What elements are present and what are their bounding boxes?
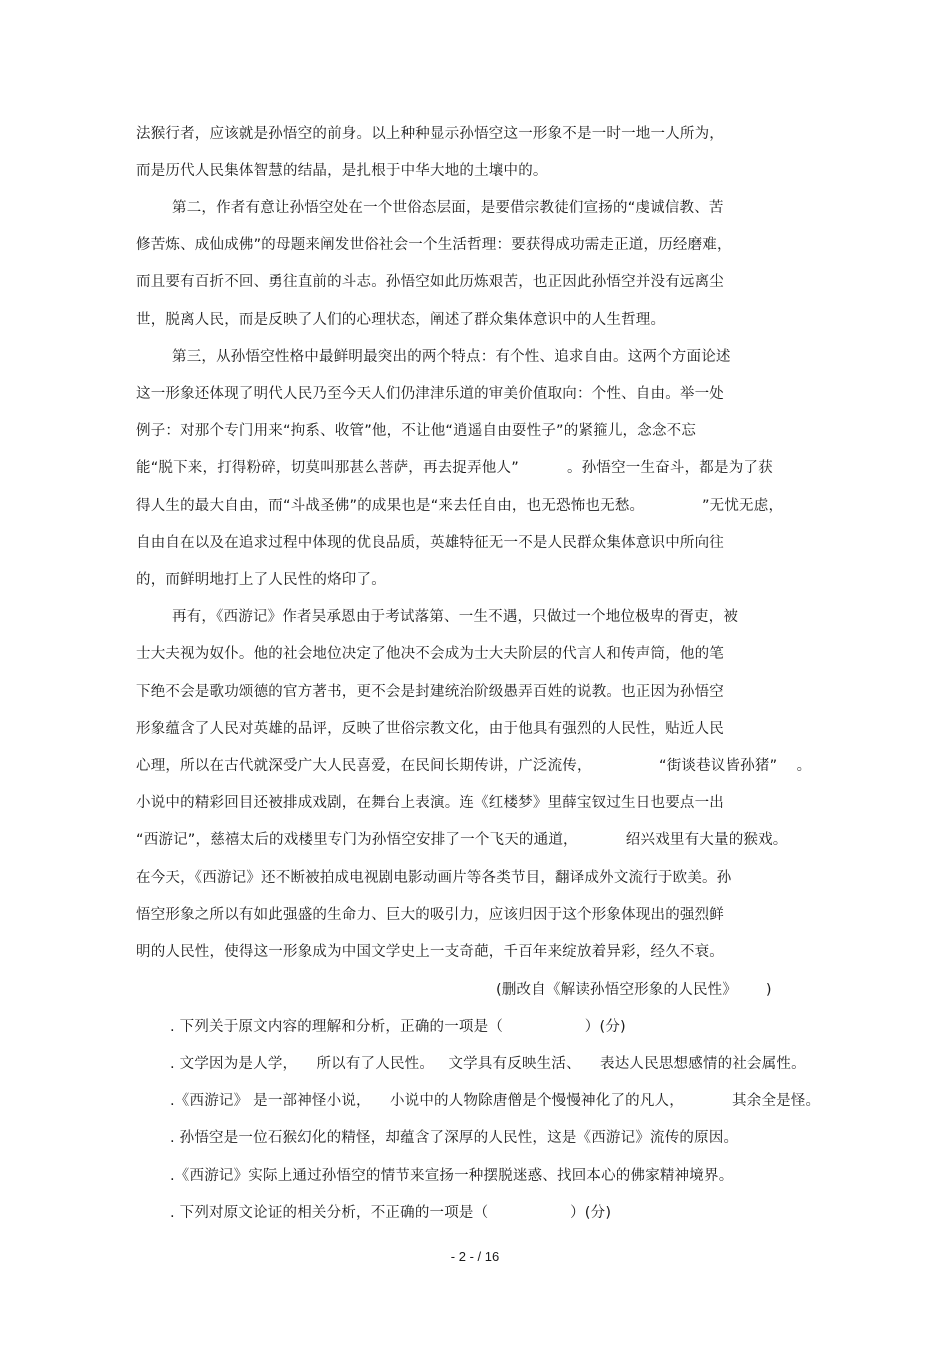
paragraph-line: 悟空形象之所以有如此强盛的生命力、巨大的吸引力，应该归因于这个形象体现出的强烈鲜 xyxy=(136,907,724,923)
answer-option: . 文学因为是人学， 所以有了人民性。 文学具有反映生活、 表达人民思想感情的社会属性。 xyxy=(170,1056,806,1072)
paragraph-line: 这一形象还体现了明代人民乃至今天人们仍津津乐道的审美价值取向：个性、自由。举一处 xyxy=(136,386,724,402)
paragraph-line: 自由自在以及在追求过程中体现的优良品质，英雄特征无一不是人民群众集体意识中所向往 xyxy=(136,535,724,551)
paragraph-line: 第三，从孙悟空性格中最鲜明最突出的两个特点：有个性、追求自由。这两个方面论述 xyxy=(172,349,731,365)
paragraph-line: 法猴行者，应该就是孙悟空的前身。以上种种显示孙悟空这一形象不是一时一地一人所为， xyxy=(136,126,724,142)
answer-option: .《西游记》实际上通过孙悟空的情节来宣扬一种摆脱迷惑、找回本心的佛家精神境界。 xyxy=(170,1168,734,1184)
paragraph-line: 的，而鲜明地打上了人民性的烙印了。 xyxy=(136,572,386,588)
paragraph-line: 第二，作者有意让孙悟空处在一个世俗态层面，是要借宗教徒们宣扬的“虔诚信教、苦 xyxy=(172,200,724,216)
paragraph-line: 再有，《西游记》作者吴承恩由于考试落第、一生不遇，只做过一个地位极卑的胥吏，被 xyxy=(172,609,739,625)
paragraph-line: 得人生的最大自由，而“斗战圣佛”的成果也是“来去任自由，也无恐怖也无愁。 ”无忧无虑， xyxy=(136,498,784,514)
paragraph-line: 在今天，《西游记》还不断被拍成电视剧电影动画片等各类节目，翻译成外文流行于欧美。孙 xyxy=(136,870,732,886)
paragraph-line: 世，脱离人民，而是反映了人们的心理状态，阐述了群众集体意识中的人生哲理。 xyxy=(136,312,666,328)
paragraph-line: 下绝不会是歌功颂德的官方著书，更不会是封建统治阶级愚弄百姓的说教。也正因为孙悟空 xyxy=(136,684,724,700)
answer-option: .《西游记》 是一部神怪小说， 小说中的人物除唐僧是个慢慢神化了的凡人， 其余全是怪。 xyxy=(170,1093,821,1109)
paragraph-line: 例子：对那个专门用来“拘系、收管”他，不让他“逍遥自由耍性子”的紧箍儿，念念不忘 xyxy=(136,423,697,439)
paragraph-line: 修苦炼、成仙成佛”的母题来阐发世俗社会一个生活哲理：要获得成功需走正道，历经磨难， xyxy=(136,237,732,253)
question-stem: . 下列对原文论证的相关分析，不正确的一项是（ ）(分) xyxy=(170,1205,612,1221)
answer-option: . 孙悟空是一位石猴幻化的精怪，却蕴含了深厚的人民性，这是《西游记》流传的原因。 xyxy=(170,1130,739,1146)
paragraph-line: 小说中的精彩回目还被排成戏剧，在舞台上表演。连《红楼梦》里薛宝钗过生日也要点一出 xyxy=(136,795,724,811)
paragraph-line: 形象蕴含了人民对英雄的品评，反映了世俗宗教文化，由于他具有强烈的人民性，贴近人民 xyxy=(136,721,724,737)
paragraph-line: 而且要有百折不回、勇往直前的斗志。孙悟空如此历炼艰苦，也正因此孙悟空并没有远离尘 xyxy=(136,274,724,290)
paragraph-line: 心理，所以在古代就深受广大人民喜爱，在民间长期传讲，广泛流传， “街谈巷议皆孙猪” 。 xyxy=(136,758,812,774)
source-citation: (删改自《解读孙悟空形象的人民性》 ) xyxy=(496,982,772,998)
page-number: - 2 - / 16 xyxy=(450,1249,500,1264)
paragraph-line: 士大夫视为奴仆。他的社会地位决定了他决不会成为士大夫阶层的代言人和传声筒，他的笔 xyxy=(136,646,724,662)
paragraph-line: 能“脱下来，打得粉碎，切莫叫那甚么菩萨，再去捉弄他人” 。孙悟空一生奋斗，都是为了获 xyxy=(136,460,773,476)
paragraph-line: 明的人民性，使得这一形象成为中国文学史上一支奇葩，千百年来绽放着异彩，经久不衰。 xyxy=(136,944,724,960)
paragraph-line: “西游记”，慈禧太后的戏楼里专门为孙悟空安排了一个飞天的通道， 绍兴戏里有大量的猴戏。 xyxy=(136,832,788,848)
paragraph-line: 而是历代人民集体智慧的结晶，是扎根于中华大地的土壤中的。 xyxy=(136,163,548,179)
question-stem: . 下列关于原文内容的理解和分析，正确的一项是（ ）(分) xyxy=(170,1019,626,1035)
